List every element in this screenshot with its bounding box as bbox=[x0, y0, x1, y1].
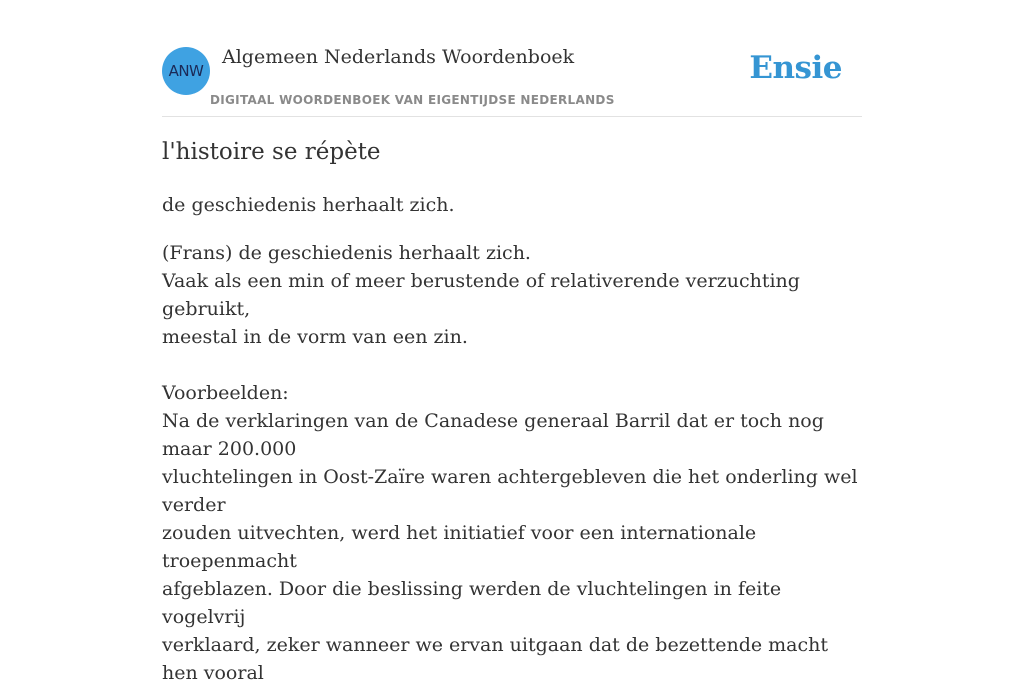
entry-body bbox=[162, 239, 862, 687]
anw-logo[interactable] bbox=[162, 47, 210, 95]
site-title[interactable]: Algemeen Nederlands Woordenboek bbox=[222, 46, 575, 68]
body-line: Vaak als een min of meer berustende of relativerende verzuchting gebruikt, bbox=[162, 270, 800, 320]
example-line: vluchtelingen in Oost-Zaïre waren achtergebleven die het onderling wel verder bbox=[162, 466, 858, 516]
site-subtitle: DIGITAAL WOORDENBOEK VAN EIGENTIJDSE NEDERLANDS bbox=[210, 93, 615, 107]
page-container bbox=[162, 0, 862, 684]
site-header bbox=[162, 0, 862, 117]
paragraph-spacer bbox=[162, 351, 862, 379]
example-line: verklaard, zeker wanneer we ervan uitgaan dat de bezettende macht hen vooral bbox=[162, 634, 829, 684]
body-line: (Frans) de geschiedenis herhaalt zich. bbox=[162, 242, 531, 264]
logo-text: ANW bbox=[168, 62, 204, 80]
entry-term: l'histoire se répète bbox=[162, 139, 381, 165]
body-line: meestal in de vorm van een zin. bbox=[162, 326, 468, 348]
example-line: zouden uitvechten, werd het initiatief voor een internationale troepenmacht bbox=[162, 522, 757, 572]
example-line: Na de verklaringen van de Canadese generaal Barril dat er toch nog maar 200.000 bbox=[162, 410, 824, 460]
short-definition: de geschiedenis herhaalt zich. bbox=[162, 194, 455, 216]
ensie-brand-logo[interactable]: Ensie bbox=[749, 50, 842, 86]
example-line: afgeblazen. Door die beslissing werden de vluchtelingen in feite vogelvrij bbox=[162, 578, 782, 628]
examples-label: Voorbeelden: bbox=[162, 382, 289, 404]
